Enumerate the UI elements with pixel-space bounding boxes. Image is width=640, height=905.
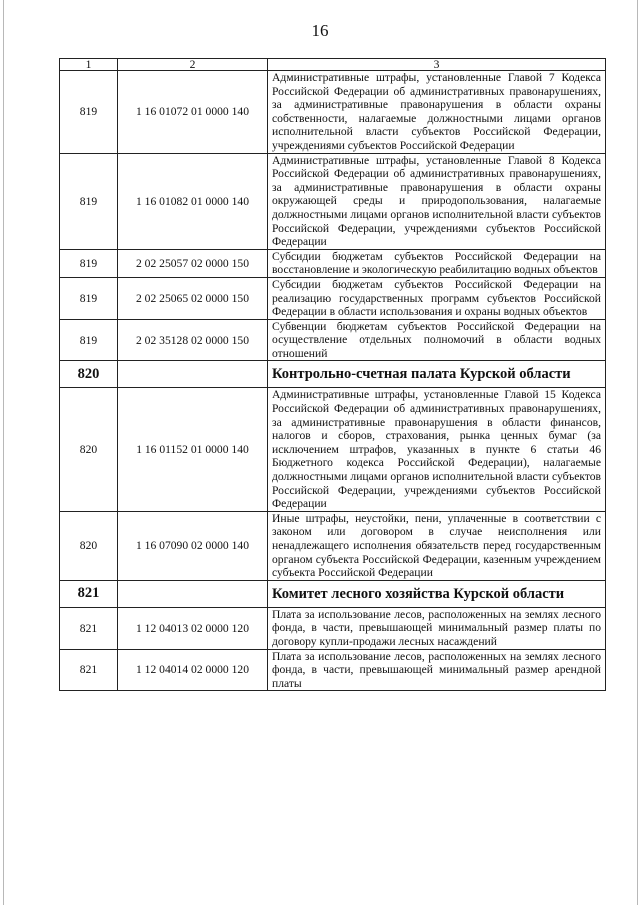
section-title: Комитет лесного хозяйства Курской области <box>268 580 606 607</box>
admin-code-cell: 820 <box>60 388 118 511</box>
page-number: 16 <box>311 21 329 40</box>
admin-code-cell: 819 <box>60 71 118 154</box>
budget-code-cell: 1 16 01152 01 0000 140 <box>118 388 268 511</box>
column-header-code: 2 <box>118 59 268 71</box>
table-row <box>60 388 606 511</box>
budget-code-cell: 1 16 01072 01 0000 140 <box>118 71 268 154</box>
section-header-row <box>60 361 606 388</box>
budget-code-cell: 2 02 35128 02 0000 150 <box>118 319 268 361</box>
budget-code-cell: 1 12 04014 02 0000 120 <box>118 649 268 691</box>
description-cell: Плата за использование лесов, расположенных на землях лесного фонда, в части, превышающей минимальный размер платы по договору купли-продажи лесных насаждений <box>268 607 606 649</box>
table-row <box>60 249 606 277</box>
admin-code-cell: 821 <box>60 649 118 691</box>
table-row <box>60 649 606 691</box>
table-row <box>60 607 606 649</box>
description-cell: Административные штрафы, установленные Главой 15 Кодекса Российской Федерации об административных правонарушениях, за административные правонарушения в области финансов, налогов и сборов, страхования, рынка ценных бумаг (за исключением штрафов, указанных в пункте 6 статьи 46 Бюджетного кодекса Российской Федерации), налагаемые должностными лицами органов исполнительной власти субъектов Российской Федерации, учреждениями субъектов Российской Федерации <box>268 388 606 511</box>
admin-code-cell: 819 <box>60 249 118 277</box>
description-cell: Субвенции бюджетам субъектов Российской Федерации на осуществление отдельных полномочий в области водных отношений <box>268 319 606 361</box>
description-cell: Иные штрафы, неустойки, пени, уплаченные в соответствии с законом или договором в случае неисполнения или ненадлежащего исполнения обязательств перед государственным органом субъекта Российской Федерации, казенным учреждением субъекта Российской Федерации <box>268 511 606 580</box>
table-header-row <box>60 59 606 71</box>
description-cell: Плата за использование лесов, расположенных на землях лесного фонда, в части, превышающей минимальный размер арендной платы <box>268 649 606 691</box>
page-edge-left <box>3 0 4 905</box>
budget-code-cell: 1 12 04013 02 0000 120 <box>118 607 268 649</box>
table-row <box>60 319 606 361</box>
admin-code-cell: 820 <box>60 511 118 580</box>
admin-code-cell: 819 <box>60 319 118 361</box>
admin-code-cell: 821 <box>60 607 118 649</box>
column-header-admin: 1 <box>60 59 118 71</box>
description-cell: Субсидии бюджетам субъектов Российской Федерации на восстановление и экологическую реабилитацию водных объектов <box>268 249 606 277</box>
section-title: Контрольно-счетная палата Курской области <box>268 361 606 388</box>
column-header-description: 3 <box>268 59 606 71</box>
section-budget-code <box>118 580 268 607</box>
description-cell: Субсидии бюджетам субъектов Российской Федерации на реализацию государственных программ субъектов Российской Федерации в области использования и охраны водных объектов <box>268 277 606 319</box>
section-header-row <box>60 580 606 607</box>
section-budget-code <box>118 361 268 388</box>
budget-code-cell: 2 02 25065 02 0000 150 <box>118 277 268 319</box>
table-row <box>60 511 606 580</box>
budget-code-cell: 2 02 25057 02 0000 150 <box>118 249 268 277</box>
table-row <box>60 71 606 154</box>
table-row <box>60 153 606 249</box>
admin-code-cell: 819 <box>60 277 118 319</box>
table-row <box>60 277 606 319</box>
budget-code-cell: 1 16 01082 01 0000 140 <box>118 153 268 249</box>
section-admin-code: 820 <box>60 361 118 388</box>
description-cell: Административные штрафы, установленные Главой 7 Кодекса Российской Федерации об административных правонарушениях, за административные правонарушения в области охраны собственности, налагаемые должностными лицами органов исполнительной власти субъектов Российской Федерации, учреждениями субъектов Российской Федерации <box>268 71 606 154</box>
budget-code-cell: 1 16 07090 02 0000 140 <box>118 511 268 580</box>
page-edge-right <box>637 0 638 905</box>
admin-code-cell: 819 <box>60 153 118 249</box>
description-cell: Административные штрафы, установленные Главой 8 Кодекса Российской Федерации об административных правонарушениях, за административные правонарушения в области охраны окружающей среды и природопользования, налагаемые должностными лицами органов исполнительной власти субъектов Российской Федерации, учреждениями субъектов Российской Федерации <box>268 153 606 249</box>
section-admin-code: 821 <box>60 580 118 607</box>
budget-code-table <box>59 58 606 691</box>
